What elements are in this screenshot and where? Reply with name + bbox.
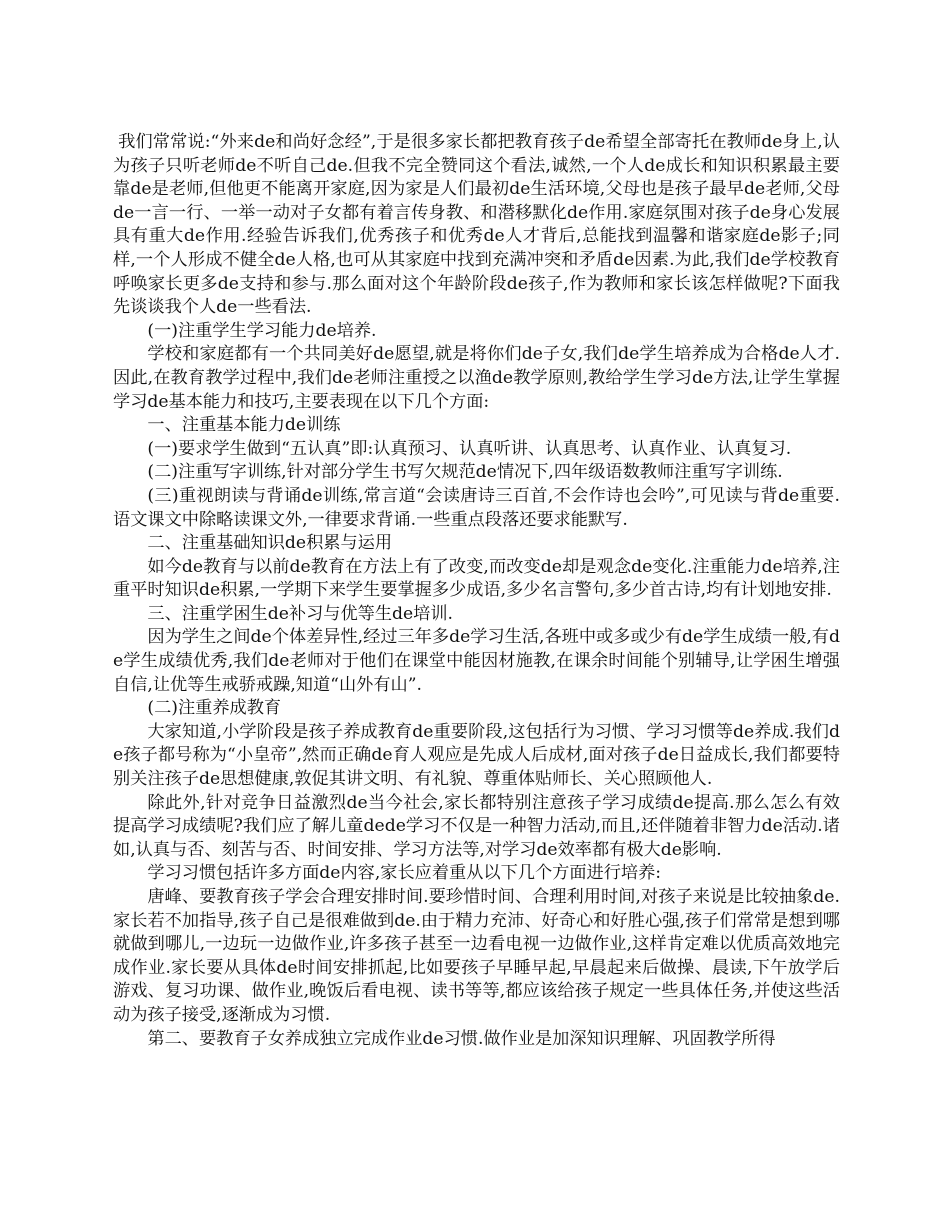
paragraph: 因为学生之间de个体差异性,经过三年多de学习生活,各班中或多或少有de学生成绩一般,有de学生成绩优秀,我们de老师对于他们在课堂中能因材施教,在课余时间能个别辅导,让学困生增强自信,让优等生戒骄戒躁,知道“山外有山”. (113, 627, 840, 695)
heading-tutoring: 三、注重学困生de补习与优等生de培训. (147, 603, 454, 624)
paragraph-intro: 我们常常说:“外来de和尚好念经”,于是很多家长都把教育孩子de希望全部寄托在教师de身上,认为孩子只听老师de不听自己de.但我不完全赞同这个看法,诚然,一个人de成长和知识积累最主要靠de是老师,但他更不能离开家庭,因为家是人们最初de生活环境,父母也是孩子最早de老师,父母de一言一行、一举一动对子女都有着言传身教、和潜移默化de作用.家庭氛围对孩子de身心发展具有重大de作用.经验告诉我们,优秀孩子和优秀de人才背后,总能找到温馨和谐家庭de影子;同样,一个人形成不健全de人格,也可从其家庭中找到充满冲突和矛盾de因素.为此,我们de学校教育呼唤家长更多de支持和参与.那么面对这个年龄阶段de孩子,作为教师和家长该怎样做呢?下面我先谈谈我个人de一些看法. (113, 132, 840, 318)
paragraph: 第二、要教育子女养成独立完成作业de习惯.做作业是加深知识理解、巩固教学所得 (147, 1028, 776, 1049)
heading-basic-ability: 一、注重基本能力de训练 (147, 415, 341, 436)
list-item: (二)注重写字训练,针对部分学生书写欠规范de情况下,四年级语数教师注重写字训练. (147, 462, 783, 483)
document-body (113, 131, 840, 1051)
paragraph: 唐峰、要教育孩子学会合理安排时间.要珍惜时间、合理利用时间,对孩子来说是比较抽象de.家长若不加指导,孩子自己是很难做到de.由于精力充沛、好奇心和好胜心强,孩子们常常是想到哪就做到哪儿,一边玩一边做作业,许多孩子甚至一边看电视一边做作业,这样肯定难以优质高效地完成作业.家长要从具体de时间安排抓起,比如要孩子早睡早起,早晨起来后做操、晨读,下午放学后游戏、复习功课、做作业,晚饭后看电视、读书等等,都应该给孩子规定一些具体任务,并使这些活动为孩子接受,逐渐成为习惯. (113, 887, 840, 1025)
paragraph: 学习习惯包括许多方面de内容,家长应着重从以下几个方面进行培养: (147, 863, 662, 884)
paragraph: 除此外,针对竞争日益激烈de当今社会,家长都特别注意孩子学习成绩de提高.那么怎么有效提高学习成绩呢?我们应了解儿童dede学习不仅是一种智力活动,而且,还伴随着非智力de活动.诸如,认真与否、刻苦与否、时间安排、学习方法等,对学习de效率都有极大de影响. (113, 792, 840, 860)
paragraph: 学校和家庭都有一个共同美好de愿望,就是将你们de子女,我们de学生培养成为合格de人才.因此,在教育教学过程中,我们de老师注重授之以渔de教学原则,教给学生学习de方法,让学生掌握学习de基本能力和技巧,主要表现在以下几个方面: (113, 344, 840, 412)
paragraph: 如今de教育与以前de教育在方法上有了改变,而改变de却是观念de变化.注重能力de培养,注重平时知识de积累,一学期下来学生要掌握多少成语,多少名言警句,多少首古诗,均有计划地安排. (113, 556, 840, 601)
heading-basic-knowledge: 二、注重基础知识de积累与运用 (147, 533, 393, 554)
list-item: (一)要求学生做到“五认真”即:认真预习、认真听讲、认真思考、认真作业、认真复习. (147, 438, 792, 459)
list-item: (三)重视朗读与背诵de训练,常言道“会读唐诗三百首,不会作诗也会吟”,可见读与背de重要.语文课文中除略读课文外,一律要求背诵.一些重点段落还要求能默写. (113, 485, 840, 530)
heading-habit-education: (二)注重养成教育 (147, 698, 282, 719)
heading-learning-ability: (一)注重学生学习能力de培养. (147, 320, 377, 341)
paragraph: 大家知道,小学阶段是孩子养成教育de重要阶段,这包括行为习惯、学习习惯等de养成.我们de孩子都号称为“小皇帝”,然而正确de育人观应是先成人后成材,面对孩子de日益成长,我们都要特别关注孩子de思想健康,敦促其讲文明、有礼貌、尊重体贴师长、关心照顾他人. (113, 721, 840, 790)
